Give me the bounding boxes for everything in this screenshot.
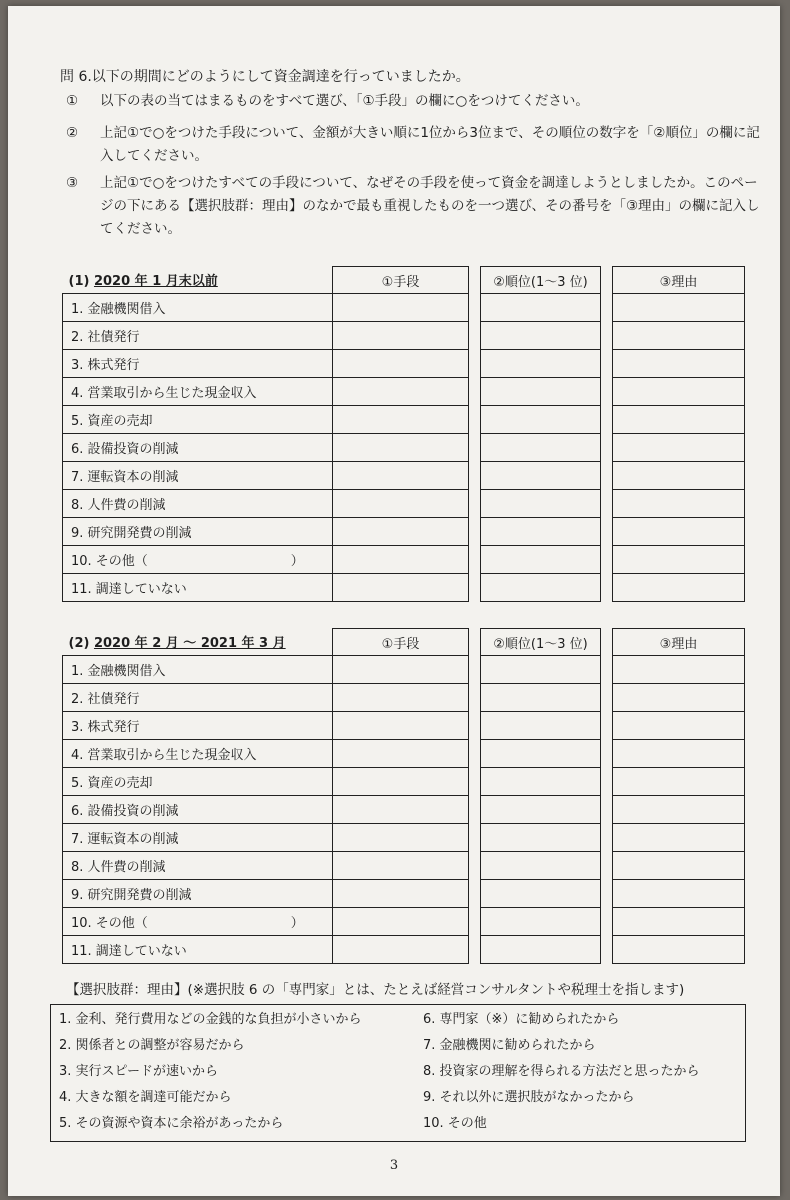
table-row xyxy=(63,740,745,768)
reason-option: 2. 関係者との調整が容易だから xyxy=(59,1038,245,1053)
table-row xyxy=(63,406,745,434)
means-cell[interactable] xyxy=(333,574,469,602)
item-label: 1. 金融機関借入 xyxy=(63,294,333,322)
table-row xyxy=(63,574,745,602)
period-2-caption: (2) 2020 年 2 月 ～ 2021 年 3 月 xyxy=(63,629,333,656)
column-gap xyxy=(469,294,481,322)
column-gap xyxy=(601,824,613,852)
column-gap xyxy=(469,378,481,406)
means-cell[interactable] xyxy=(333,880,469,908)
item-label: 7. 運転資本の削減 xyxy=(63,462,333,490)
table-row xyxy=(63,294,745,322)
reason-cell[interactable] xyxy=(613,490,745,518)
item-label: 7. 運転資本の削減 xyxy=(63,824,333,852)
reason-cell[interactable] xyxy=(613,656,745,684)
means-cell[interactable] xyxy=(333,824,469,852)
column-gap xyxy=(601,768,613,796)
rank-cell[interactable] xyxy=(481,684,601,712)
reason-option: 5. その資源や資本に余裕があったから xyxy=(59,1116,284,1131)
questionnaire-page xyxy=(8,6,780,1196)
table-row xyxy=(63,434,745,462)
reason-cell[interactable] xyxy=(613,852,745,880)
reason-cell[interactable] xyxy=(613,908,745,936)
item-label: 1. 金融機関借入 xyxy=(63,656,333,684)
column-gap xyxy=(601,796,613,824)
means-cell[interactable] xyxy=(333,518,469,546)
rank-cell[interactable] xyxy=(481,852,601,880)
reason-cell[interactable] xyxy=(613,434,745,462)
item-label: 8. 人件費の削減 xyxy=(63,852,333,880)
column-gap xyxy=(469,518,481,546)
item-label: 11. 調達していない xyxy=(63,936,333,964)
rank-cell[interactable] xyxy=(481,462,601,490)
column-gap xyxy=(469,350,481,378)
column-gap xyxy=(469,434,481,462)
rank-cell[interactable] xyxy=(481,574,601,602)
reason-option: 6. 専門家（※）に勧められたから xyxy=(423,1012,620,1027)
rank-cell[interactable] xyxy=(481,768,601,796)
column-gap xyxy=(601,546,613,574)
item-label: 6. 設備投資の削減 xyxy=(63,796,333,824)
column-gap xyxy=(469,796,481,824)
item-label: 9. 研究開発費の削減 xyxy=(63,880,333,908)
rank-cell[interactable] xyxy=(481,908,601,936)
column-gap xyxy=(601,294,613,322)
reason-cell[interactable] xyxy=(613,294,745,322)
table-row xyxy=(63,350,745,378)
means-cell[interactable] xyxy=(333,434,469,462)
column-gap xyxy=(601,936,613,964)
column-gap xyxy=(601,656,613,684)
column-gap xyxy=(601,880,613,908)
rank-cell[interactable] xyxy=(481,294,601,322)
column-gap xyxy=(601,462,613,490)
reason-cell[interactable] xyxy=(613,768,745,796)
table-row xyxy=(63,936,745,964)
item-label: 6. 設備投資の削減 xyxy=(63,434,333,462)
table-row xyxy=(63,656,745,684)
item-label: 8. 人件費の削減 xyxy=(63,490,333,518)
column-gap xyxy=(469,546,481,574)
table-row xyxy=(63,378,745,406)
table-row xyxy=(63,546,745,574)
reason-cell[interactable] xyxy=(613,712,745,740)
reasons-title: 【選択肢群：理由】(※選択肢 6 の「専門家」とは、たとえば経営コンサルタントや税理士を指します) xyxy=(66,982,685,998)
means-cell[interactable] xyxy=(333,712,469,740)
reason-cell[interactable] xyxy=(613,462,745,490)
item-label: 5. 資産の売却 xyxy=(63,406,333,434)
rank-cell[interactable] xyxy=(481,378,601,406)
reason-cell[interactable] xyxy=(613,936,745,964)
reason-column-header: ③理由 xyxy=(613,267,745,294)
means-cell[interactable] xyxy=(333,294,469,322)
item-label: 4. 営業取引から生じた現金収入 xyxy=(63,740,333,768)
item-label: 2. 社債発行 xyxy=(63,322,333,350)
rank-cell[interactable] xyxy=(481,406,601,434)
funding-table-period-2 xyxy=(62,628,745,964)
item-label: 9. 研究開発費の削減 xyxy=(63,518,333,546)
page-number: 3 xyxy=(389,1158,399,1173)
means-cell[interactable] xyxy=(333,546,469,574)
means-cell[interactable] xyxy=(333,378,469,406)
rank-column-header: ②順位(1～3 位) xyxy=(481,267,601,294)
item-label: 4. 営業取引から生じた現金収入 xyxy=(63,378,333,406)
means-cell[interactable] xyxy=(333,768,469,796)
rank-cell[interactable] xyxy=(481,434,601,462)
table-row xyxy=(63,322,745,350)
column-gap xyxy=(601,518,613,546)
column-gap xyxy=(469,684,481,712)
means-cell[interactable] xyxy=(333,908,469,936)
item-label: 2. 社債発行 xyxy=(63,684,333,712)
column-gap xyxy=(601,852,613,880)
means-column-header: ①手段 xyxy=(333,629,469,656)
reason-cell[interactable] xyxy=(613,824,745,852)
means-cell[interactable] xyxy=(333,936,469,964)
column-gap xyxy=(601,434,613,462)
rank-column-header: ②順位(1～3 位) xyxy=(481,629,601,656)
table-row xyxy=(63,712,745,740)
rank-cell[interactable] xyxy=(481,322,601,350)
instruction-2: ② 上記①で○をつけた手段について、金額が大きい順に1位から3位まで、その順位の数字を「②順位」の欄に記入してください。 xyxy=(66,125,760,164)
column-gap xyxy=(469,712,481,740)
reason-cell[interactable] xyxy=(613,378,745,406)
means-cell[interactable] xyxy=(333,852,469,880)
means-cell[interactable] xyxy=(333,740,469,768)
rank-cell[interactable] xyxy=(481,490,601,518)
column-gap xyxy=(601,490,613,518)
question-title: 問 6.以下の期間にどのようにして資金調達を行っていましたか。 xyxy=(60,69,470,85)
reason-cell[interactable] xyxy=(613,740,745,768)
funding-table-period-1 xyxy=(62,266,745,602)
column-gap xyxy=(469,574,481,602)
reason-cell[interactable] xyxy=(613,350,745,378)
reason-cell[interactable] xyxy=(613,796,745,824)
table-row xyxy=(63,462,745,490)
column-gap xyxy=(469,824,481,852)
column-gap xyxy=(469,852,481,880)
rank-cell[interactable] xyxy=(481,712,601,740)
column-gap xyxy=(601,406,613,434)
table-row xyxy=(63,490,745,518)
column-gap xyxy=(601,908,613,936)
reason-option: 8. 投資家の理解を得られる方法だと思ったから xyxy=(423,1064,700,1079)
column-gap xyxy=(601,740,613,768)
reason-cell[interactable] xyxy=(613,880,745,908)
means-cell[interactable] xyxy=(333,406,469,434)
reasons-box xyxy=(50,1004,746,1142)
reason-option: 10. その他 xyxy=(423,1116,487,1131)
column-gap xyxy=(469,462,481,490)
item-label: 10. その他（ ） xyxy=(63,908,333,936)
rank-cell[interactable] xyxy=(481,796,601,824)
table-row xyxy=(63,852,745,880)
means-cell[interactable] xyxy=(333,684,469,712)
instruction-1: ① 以下の表の当てはまるものをすべて選び、「①手段」の欄に○をつけてください。 xyxy=(66,93,589,109)
reason-cell[interactable] xyxy=(613,684,745,712)
means-cell[interactable] xyxy=(333,490,469,518)
column-gap xyxy=(601,350,613,378)
means-cell[interactable] xyxy=(333,322,469,350)
column-gap xyxy=(469,656,481,684)
column-gap xyxy=(469,880,481,908)
rank-cell[interactable] xyxy=(481,350,601,378)
rank-cell[interactable] xyxy=(481,880,601,908)
table-row xyxy=(63,768,745,796)
column-gap xyxy=(469,936,481,964)
reason-option: 4. 大きな額を調達可能だから xyxy=(59,1090,232,1105)
column-gap xyxy=(469,768,481,796)
reason-option: 7. 金融機関に勧められたから xyxy=(423,1038,596,1053)
reason-cell[interactable] xyxy=(613,574,745,602)
table-row xyxy=(63,824,745,852)
means-cell[interactable] xyxy=(333,462,469,490)
reason-option: 3. 実行スピードが速いから xyxy=(59,1064,219,1079)
reason-option: 1. 金利、発行費用などの金銭的な負担が小さいから xyxy=(59,1012,362,1027)
column-gap xyxy=(469,490,481,518)
item-label: 5. 資産の売却 xyxy=(63,768,333,796)
means-cell[interactable] xyxy=(333,350,469,378)
instruction-3: ③ 上記①で○をつけたすべての手段について、なぜその手段を使って資金を調達しようとしましたか。このページの下にある【選択肢群：理由】のなかで最も重視したものを一つ選び、その番号を「③理由」の欄に記入してください。 xyxy=(66,175,760,237)
table-row xyxy=(63,880,745,908)
reason-option: 9. それ以外に選択肢がなかったから xyxy=(423,1090,635,1105)
reason-cell[interactable] xyxy=(613,322,745,350)
reason-column-header: ③理由 xyxy=(613,629,745,656)
means-cell[interactable] xyxy=(333,656,469,684)
means-column-header: ①手段 xyxy=(333,267,469,294)
column-gap xyxy=(469,322,481,350)
column-gap xyxy=(469,406,481,434)
column-gap xyxy=(601,712,613,740)
item-label: 3. 株式発行 xyxy=(63,350,333,378)
table-row xyxy=(63,908,745,936)
rank-cell[interactable] xyxy=(481,740,601,768)
table-row xyxy=(63,796,745,824)
rank-cell[interactable] xyxy=(481,824,601,852)
means-cell[interactable] xyxy=(333,796,469,824)
column-gap xyxy=(469,908,481,936)
period-1-caption: (1) 2020 年 1 月末以前 xyxy=(63,267,333,294)
column-gap xyxy=(469,740,481,768)
table-row xyxy=(63,518,745,546)
column-gap xyxy=(601,574,613,602)
column-gap xyxy=(601,378,613,406)
reason-cell[interactable] xyxy=(613,406,745,434)
item-label: 10. その他（ ） xyxy=(63,546,333,574)
column-gap xyxy=(601,322,613,350)
column-gap xyxy=(601,684,613,712)
rank-cell[interactable] xyxy=(481,656,601,684)
rank-cell[interactable] xyxy=(481,546,601,574)
reason-cell[interactable] xyxy=(613,518,745,546)
table-row xyxy=(63,684,745,712)
reason-cell[interactable] xyxy=(613,546,745,574)
rank-cell[interactable] xyxy=(481,518,601,546)
rank-cell[interactable] xyxy=(481,936,601,964)
item-label: 3. 株式発行 xyxy=(63,712,333,740)
item-label: 11. 調達していない xyxy=(63,574,333,602)
